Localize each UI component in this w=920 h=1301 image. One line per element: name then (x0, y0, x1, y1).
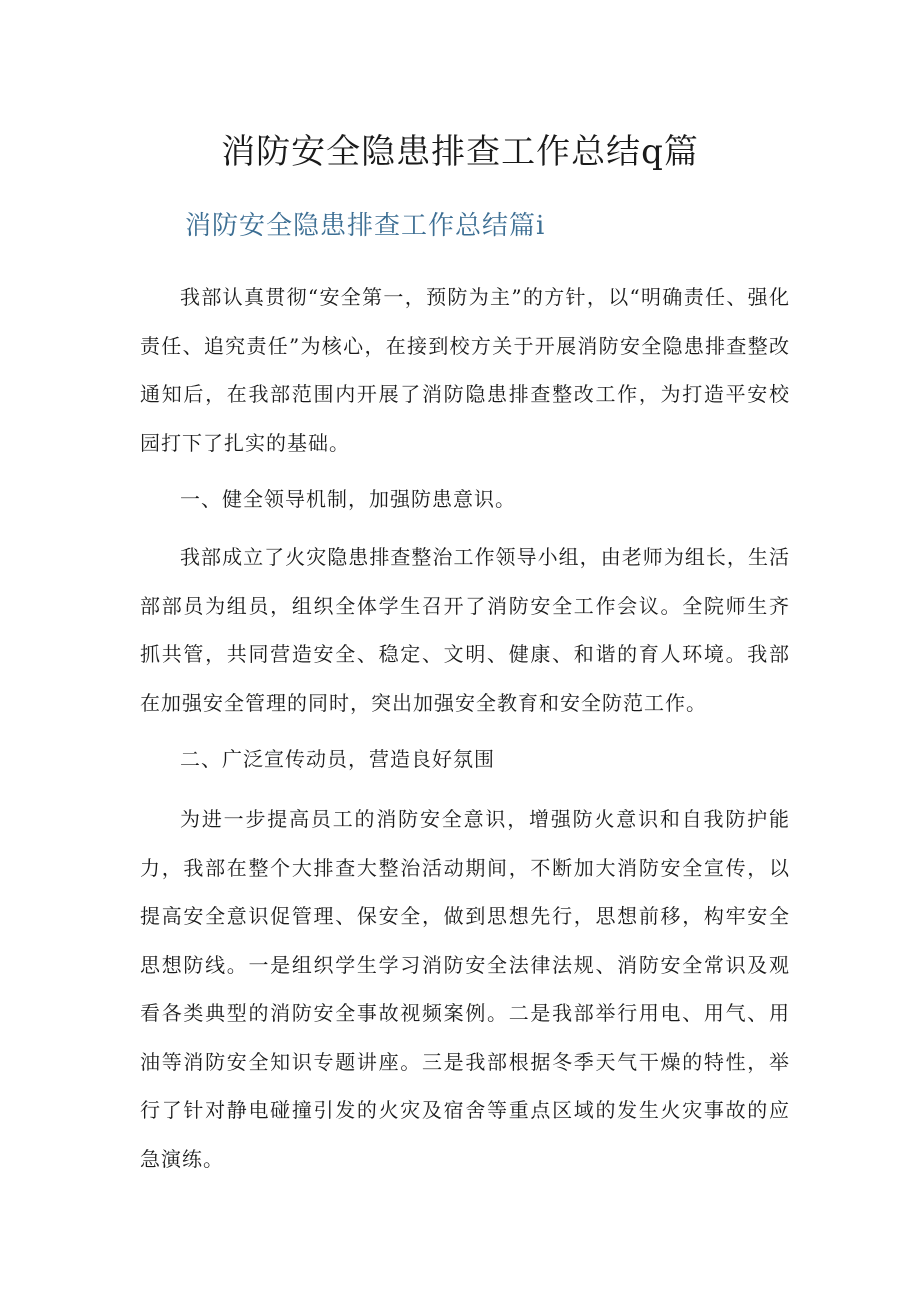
paragraph-leadership: 我部成立了火灾隐患排查整治工作领导小组，由老师为组长，生活部部员为组员，组织全体学生召开了消防安全工作会议。全院师生齐抓共管，共同营造安全、稳定、文明、健康、和谐的育人环境。我部在加强安全管理的同时，突出加强安全教育和安全防范工作。 (140, 545, 790, 715)
paragraph-publicity: 为进一步提高员工的消防安全意识，增强防火意识和自我防护能力，我部在整个大排查大整治活动期间，不断加大消防安全宣传，以提高安全意识促管理、保安全，做到思想先行，思想前移，构牢安全思想防线。一是组织学生学习消防安全法律法规、消防安全常识及观看各类典型的消防安全事故视频案例。二是我部举行用电、用气、用油等消防安全知识专题讲座。三是我部根据冬季天气干燥的特性，举行了针对静电碰撞引发的火灾及宿舍等重点区域的发生火灾事故的应急演练。 (140, 807, 790, 1171)
section-title: 消防安全隐患排查工作总结篇i (185, 211, 546, 241)
paragraph-intro: 我部认真贯彻“安全第一，预防为主”的方针，以“明确责任、强化责任、追究责任”为核心，在接到校方关于开展消防安全隐患排查整改通知后，在我部范围内开展了消防隐患排查整改工作，为打造平安校园打下了扎实的基础。 (140, 285, 790, 455)
subheading-publicity: 二、广泛宣传动员，营造良好氛围 (180, 747, 495, 771)
subheading-leadership: 一、健全领导机制，加强防患意识。 (180, 487, 516, 511)
document-title: 消防安全隐患排查工作总结q篇 (221, 132, 699, 172)
